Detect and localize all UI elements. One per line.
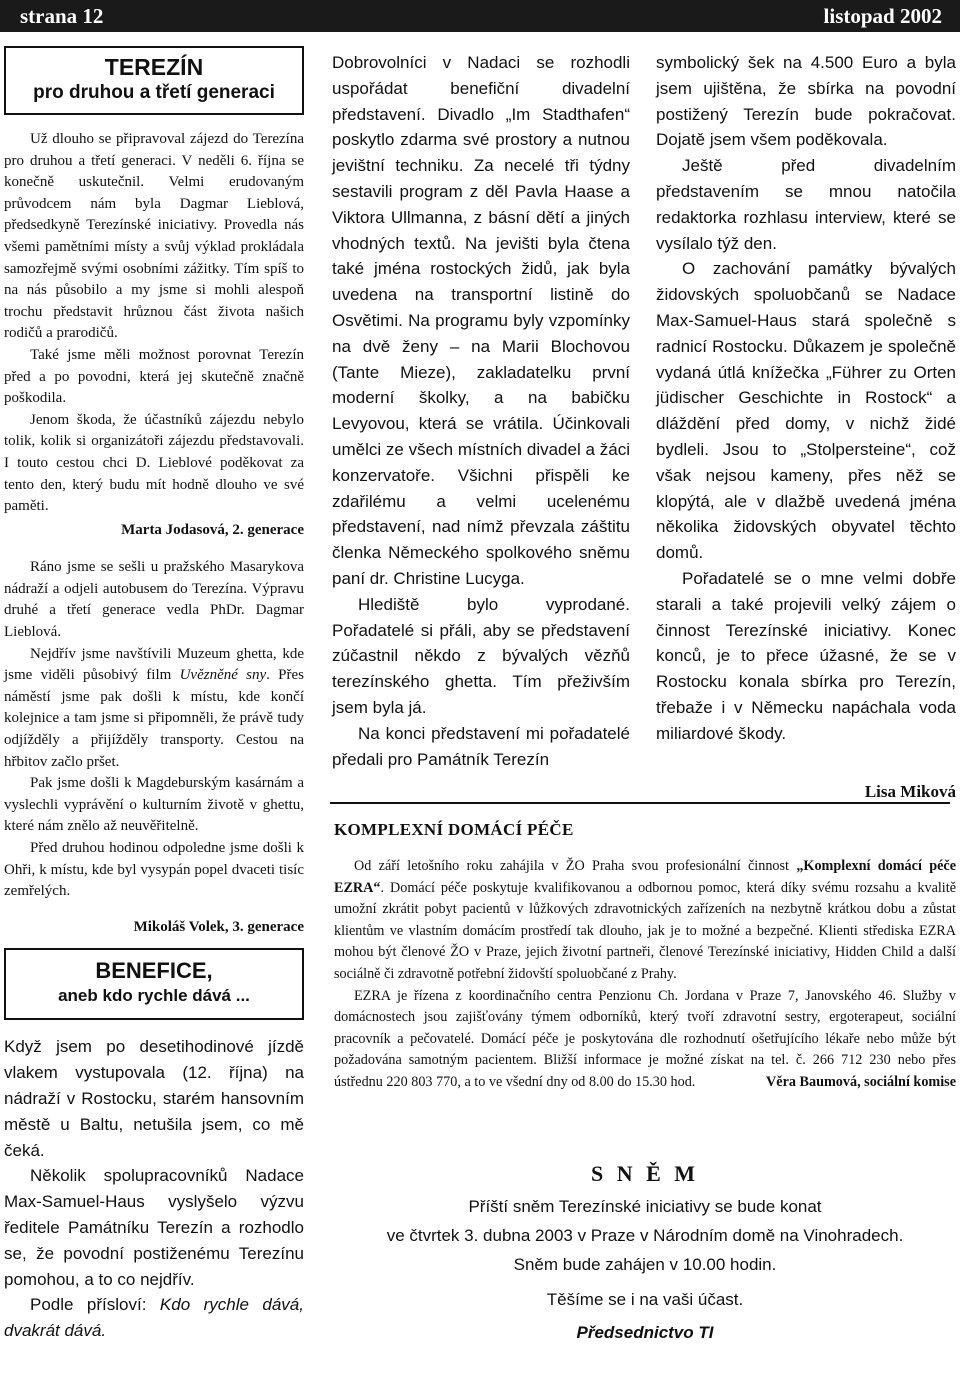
article-subtitle: pro druhou a třetí generaci [33,82,275,103]
article-title: TEREZÍN [104,54,204,80]
paragraph: EZRA je řízena z koordinačního centra Penzionu Ch. Jordana v Praze 7, Janovského 46. Služby v domácnostech jsou zajišťovány týmem odborníků, který tvoří zdravotní sestry, ergoterapeut, sociální pracovník a pečovatelé. Domácí péče je poskytována dle rozhodnutí ošetřujícího lékaře nebo může být požadována samotným pacientem. Bližší informace je možné získat na tel. č. 266 712 230 nebo přes ústřednu 220 803 770, a to ve všední dny od 8.00 do 15.30 hod. Věra Baumová, sociální komise [334,986,956,1094]
home-care-article [334,856,956,1094]
paragraph: Na konci představení mi pořadatelé předali pro Památník Terezín [332,723,630,769]
notice-signature: Předsednictvo TI [576,1323,714,1342]
author-signature: Mikoláš Volek, 3. generace [133,918,304,935]
benefice-article-start [4,1034,304,1344]
terezin-article [4,129,304,938]
paragraph: Několik spolupracovníků Nadace Max-Samuel-Haus vyslyšelo výzvu ředitele Památníku Terezín a rozhodlo se, že povodní postiženému Terezínu pomohou, a to co nejdřív. [4,1166,304,1289]
author-signature: Lisa Miková [864,781,956,801]
paragraph: Hlediště bylo vyprodané. Pořadatelé si přáli, aby se představení zúčastnil někdo z bývalých vězňů terezínského ghetta. Tím přeživším jsem byla já. [332,594,630,717]
notice-title: S N Ě M [590,1161,700,1186]
article-title: BENEFICE, [95,958,213,984]
notice-line: ve čtvrtek 3. dubna 2003 v Praze v Národním domě na Vinohradech. [386,1226,904,1245]
notice-line: Těšíme se i na vaši účast. [546,1290,744,1309]
proverb: Kdo rychle dává, dvakrát dává. [4,1295,304,1341]
paragraph: Podle přísloví: Kdo rychle dává, dvakrát dává. [4,1295,304,1341]
paragraph: Pořadatelé se o mne velmi dobře starali a také projevili velký zájem o činnost Terezínské iniciativy. Konec konců, je to přece úžasné, že se v Rostocku konala sbírka pro Terezín, třebaže i v Německu napáchala voda miliardové škody. [656,568,956,743]
service-name: „Komplexní domácí péče EZRA“ [334,858,957,896]
paragraph: Pak jsme došli k Magdeburským kasárnám a vyslechli vyprávění o kulturním životě v ghettu, které nám znělo až neuvěřitelně. [4,775,304,835]
paragraph: Také jsme měli možnost porovnat Terezín před a po povodni, která jej skutečně značně poškodila. [4,346,304,407]
assembly-notice [330,1158,960,1347]
author-signature: Marta Jodasová, 2. generace [121,521,304,538]
paragraph: O zachování památky bývalých židovských spoluobčanů se Nadace Max-Samuel-Haus stará společně s radnicí Rostocku. Důkazem je společně vydaná útlá knížečka „Führer zu Orten jüdischer Geschichte in Rostock“ a dláždění před domy, v nichž židé bydleli. Jsou to „Stolpersteine“, což však nejsou kameny, přes něž se klopýtá, ale v dlažbě uvedená jména několika židovských obyvatel těchto domů. [656,259,956,563]
terezin-title-box [4,46,304,115]
article-subtitle: aneb kdo rychle dává ... [58,986,250,1006]
paragraph: Od září letošního roku zahájila v ŽO Praha svou profesionální činnost „Komplexní domácí péče EZRA“. Domácí péče poskytuje kvalifikovanou a odbornou pomoc, která díky svému rozsahu a kvalitě umožní zkrátit pobyt pacientů v lůžkových zdravotnických zařízeních na nezbytně krátkou dobu a zůstat klientům ve vlastním domácím prostředí tak dlouho, jak je to možné a bezpečné. Klienti střediska EZRA mohou být členové ŽO v Praze, jejich životní partneři, členové Terezínské iniciativy, Hidden Child a další sociálně či zdravotně potřební židovští spoluobčané z Prahy. [334,858,957,982]
paragraph: Dobrovolníci v Nadaci se rozhodli uspořádat benefiční divadelní představení. Divadlo „Im Stadthafen“ poskytlo zdarma své prostory a nutnou jevištní techniku. Za necelé tři týdny sestavili program z děl Pavla Haase a Viktora Ullmanna, z básní dětí a jiných vhodných textů. Na jevišti byla čtena také jména rostockých židů, jak byla uvedena na transportní listině do Osvětimi. Na programu byly vzpomínky na dvě ženy – na Marii Blochovou (Tante Mieze), zakladatelku první moderní školky, a na babičku Levyovou, která se vrátila. Účinkovali umělci ze všech místních divadel a žáci konzervatoře. Všichni přispěli ke zdařilému a velmi ucelenému představení, nad nímž převzala záštitu členka Německého spolkového sněmu paní dr. Christine Lucyga. [332,53,630,588]
column-3 [656,50,956,804]
page-header [0,0,960,32]
paragraph: Před druhou hodinou odpoledne jsme došli k Ohři, k místu, kde byl vysypán popel dvaceti tisíc zemřelých. [4,840,304,900]
column-1 [4,46,304,1344]
paragraph: Ještě před divadelním představením se mnou natočila redaktorka rozhlasu interview, které se vysílalo týž den. [656,156,956,253]
paragraph: Ráno jsme se sešli u pražského Masarykova nádraží a odjeli autobusem do Terezína. Výpravu druhé a třetí generace vedla PhDr. Dagmar Lieblová. [4,559,304,641]
paragraph: Nejdřív jsme navštívili Muzeum ghetta, kde jsme viděli působivý film Uvězněné sny. Přes náměstí jsme pak došli k místu, kde končí kolejnice a tam jsme si připomněli, že právě tudy odjížděly a přijížděly transporty. Cestou na hřbitov začlo pršet. [4,645,305,770]
paragraph: Když jsem po desetihodinové jízdě vlakem vystupovala (12. října) na nádraží v Rostocku, starém hansovním městě u Baltu, netušila jsem, co mě čeká. [4,1037,304,1160]
section-title: KOMPLEXNÍ DOMÁCÍ PÉČE [334,820,574,839]
notice-line: Sněm bude zahájen v 10.00 hodin. [513,1255,777,1274]
benefice-title-box [4,948,304,1020]
author-signature: Věra Baumová, sociální komise [766,1073,956,1090]
issue-date: listopad 2002 [823,4,942,28]
paragraph: Jenom škoda, že účastníků zájezdu nebylo tolik, kolik si organizátoři zájezdu představovali. I touto cestou chci D. Lieblové poděkovat za tento den, který budu mít hodně dlouho ve své paměti. [4,411,304,515]
column-2 [332,50,630,772]
paragraph: Už dlouho se připravoval zájezd do Terezína pro druhou a třetí generaci. V neděli 6. října se konečně uskutečnil. Velmi erudovaným průvodcem nám byla Dagmar Lieblová, předsedkyně Terezínské iniciativy. Provedla nás všemi pamětními místy a svůj výklad prokládala samozřejmě svými osobními zážitky. Tím spíš to na nás působilo a my jsme si mohli alespoň trochu představit hrůznou část života našich rodičů a prarodičů. [4,131,304,342]
page-number: strana 12 [20,4,104,28]
notice-line: Příští sněm Terezínské iniciativy se bude konat [468,1197,822,1216]
paragraph: symbolický šek na 4.500 Euro a byla jsem ujištěna, že sbírka na povodní postižený Terezín bude pokračovat. Dojatě jsem všem poděkovala. [656,53,956,150]
section-divider [330,802,950,804]
film-title: Uvězněné sny [179,667,267,684]
